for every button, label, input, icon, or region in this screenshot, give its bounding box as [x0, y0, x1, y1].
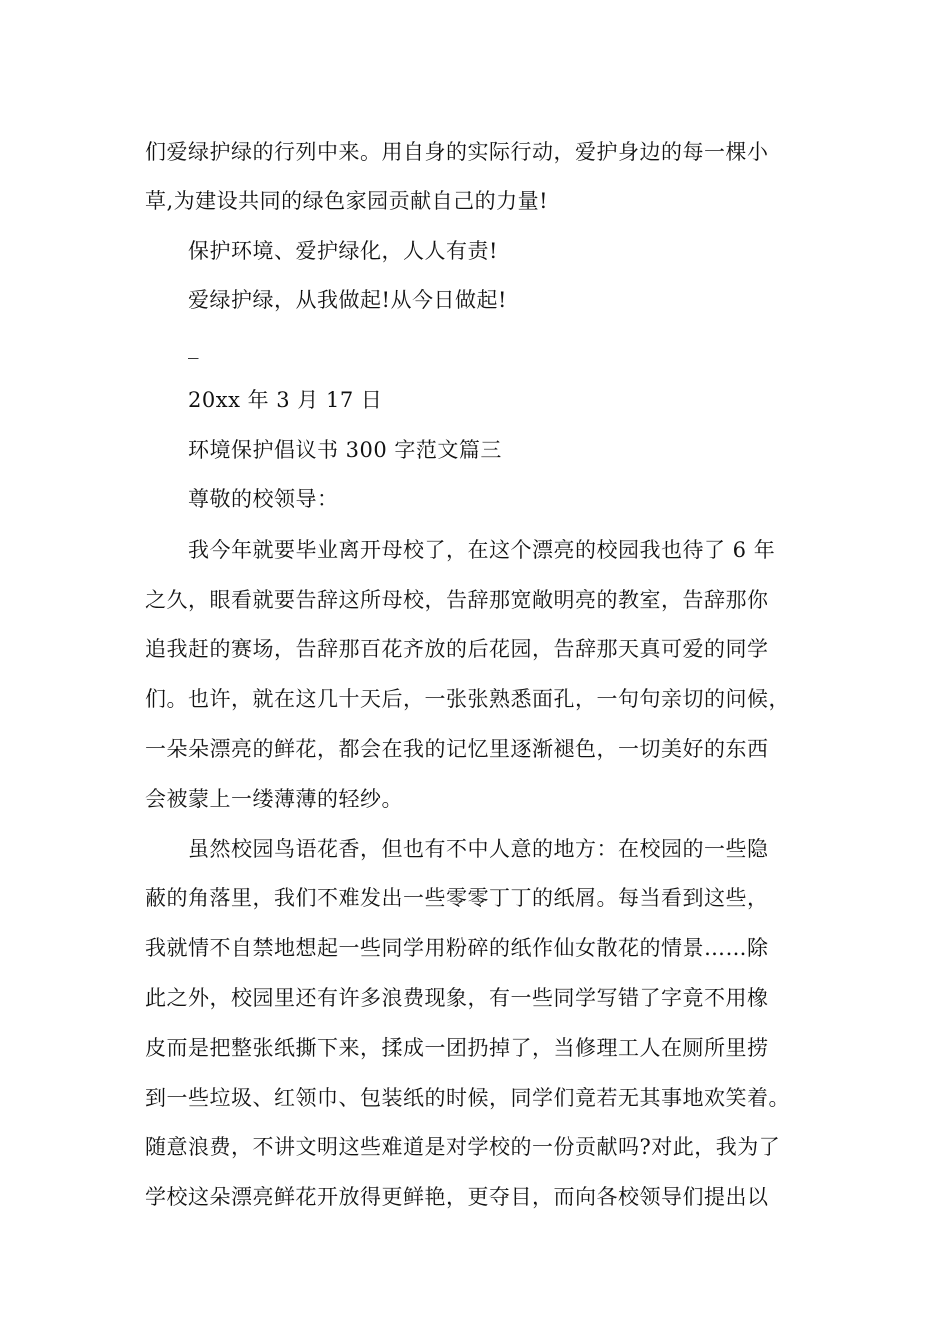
date-line: 20xx 年 3 月 17 日 — [188, 388, 383, 412]
text-line: _ — [188, 335, 199, 359]
text-line: 会被蒙上一缕薄薄的轻纱。 — [145, 787, 403, 811]
text-line: 爱绿护绿，从我做起!从今日做起! — [188, 288, 507, 312]
text-line: 我就情不自禁地想起一些同学用粉碎的纸作仙女散花的情景……除 — [145, 936, 769, 960]
text-line: 学校这朵漂亮鲜花开放得更鲜艳，更夺目，而向各校领导们提出以 — [145, 1185, 769, 1209]
text-line: 皮而是把整张纸撕下来，揉成一团扔掉了，当修理工人在厕所里捞 — [145, 1036, 769, 1060]
section-title: 环境保护倡议书 300 字范文篇三 — [188, 438, 502, 462]
text-line: 保护环境、爱护绿化，人人有责! — [188, 239, 498, 263]
text-line: 此之外，校园里还有许多浪费现象，有一些同学写错了字竟不用橡 — [145, 986, 769, 1010]
text-line: 蔽的角落里，我们不难发出一些零零丁丁的纸屑。每当看到这些， — [145, 886, 769, 910]
text-line: 我今年就要毕业离开母校了，在这个漂亮的校园我也待了 6 年 — [188, 538, 776, 562]
text-line: 到一些垃圾、红领巾、包装纸的时候，同学们竟若无其事地欢笑着。 — [145, 1086, 790, 1110]
text-line: 追我赶的赛场，告辞那百花齐放的后花园，告辞那天真可爱的同学 — [145, 637, 769, 661]
text-line: 们。也许，就在这几十天后，一张张熟悉面孔，一句句亲切的问候， — [145, 687, 790, 711]
text-line: 虽然校园鸟语花香，但也有不中人意的地方：在校园的一些隐 — [188, 837, 769, 861]
text-line: 随意浪费，不讲文明这些难道是对学校的一份贡献吗?对此，我为了 — [145, 1135, 781, 1159]
text-line: 们爱绿护绿的行列中来。用自身的实际行动，爱护身边的每一棵小 — [145, 140, 769, 164]
text-line: 一朵朵漂亮的鲜花，都会在我的记忆里逐渐褪色，一切美好的东西 — [145, 737, 769, 761]
text-line: 草,为建设共同的绿色家园贡献自己的力量! — [145, 189, 549, 213]
text-line: 之久，眼看就要告辞这所母校，告辞那宽敞明亮的教室，告辞那你 — [145, 588, 769, 612]
salutation: 尊敬的校领导： — [188, 487, 339, 511]
